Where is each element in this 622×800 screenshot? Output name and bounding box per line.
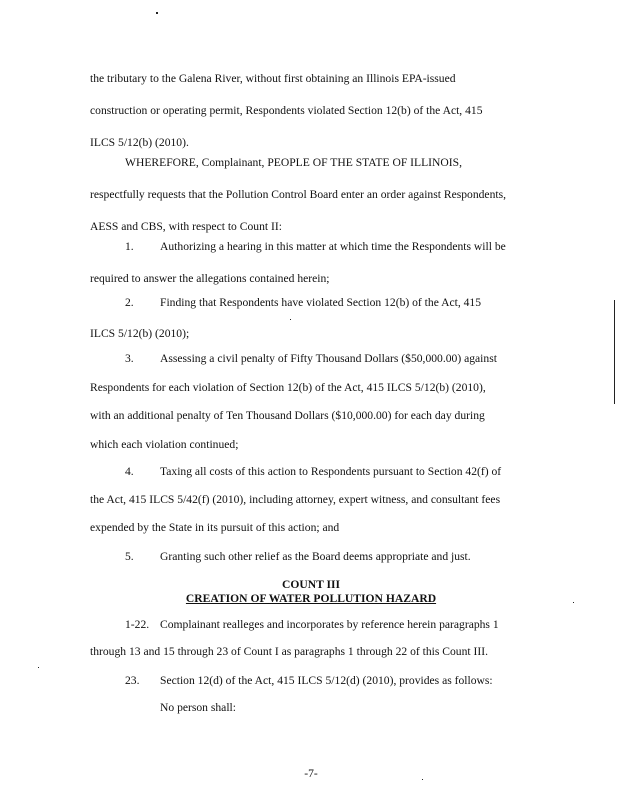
body-line: ILCS 5/12(b) (2010). [90, 136, 189, 149]
item-text: with an additional penalty of Ten Thousand Dollars ($10,000.00) for each day during [90, 409, 485, 422]
paragraph-text: through 13 and 15 through 23 of Count I as paragraphs 1 through 22 of this Count III. [90, 645, 488, 658]
item-text: which each violation continued; [90, 438, 239, 451]
scan-speck [290, 319, 291, 320]
item-number: 3. [125, 352, 134, 365]
scan-speck [156, 12, 158, 14]
paragraph-number: 1-22. [125, 618, 150, 631]
wherefore-line: WHEREFORE, Complainant, PEOPLE OF THE STATE OF ILLINOIS, [125, 156, 462, 169]
paragraph-text: Section 12(d) of the Act, 415 ILCS 5/12(d) (2010), provides as follows: [160, 674, 493, 687]
item-text: required to answer the allegations contained herein; [90, 272, 330, 285]
item-number: 1. [125, 240, 134, 253]
item-text: Assessing a civil penalty of Fifty Thousand Dollars ($50,000.00) against [160, 352, 497, 365]
count-title: COUNT III [281, 578, 341, 591]
body-line: the tributary to the Galena River, without first obtaining an Illinois EPA-issued [90, 72, 456, 85]
count-subtitle: CREATION OF WATER POLLUTION HAZARD [185, 592, 437, 605]
scan-speck [422, 779, 423, 780]
item-text: expended by the State in its pursuit of this action; and [90, 521, 340, 534]
wherefore-line: respectfully requests that the Pollution Control Board enter an order against Respondents, [90, 188, 506, 201]
item-text: Authorizing a hearing in this matter at which time the Respondents will be [160, 240, 506, 253]
item-text: Finding that Respondents have violated Section 12(b) of the Act, 415 [160, 296, 482, 309]
scan-edge-mark [614, 300, 615, 404]
body-line: construction or operating permit, Respondents violated Section 12(b) of the Act, 415 [90, 104, 483, 117]
paragraph-text: Complainant realleges and incorporates by reference herein paragraphs 1 [160, 618, 499, 631]
scan-speck [573, 602, 574, 603]
item-text: Taxing all costs of this action to Respondents pursuant to Section 42(f) of [160, 465, 502, 478]
item-number: 5. [125, 550, 134, 563]
item-text: Respondents for each violation of Section 12(b) of the Act, 415 ILCS 5/12(b) (2010), [90, 381, 486, 394]
wherefore-line: AESS and CBS, with respect to Count II: [90, 220, 282, 233]
item-text: the Act, 415 ILCS 5/42(f) (2010), including attorney, expert witness, and consultant fees [90, 493, 501, 506]
paragraph-number: 23. [125, 674, 140, 687]
item-text: ILCS 5/12(b) (2010); [90, 327, 190, 340]
scan-speck [38, 667, 39, 668]
item-number: 2. [125, 296, 134, 309]
item-text: Granting such other relief as the Board deems appropriate and just. [160, 550, 471, 563]
item-number: 4. [125, 465, 134, 478]
page-number: -7- [304, 767, 318, 780]
quote-text: No person shall: [160, 701, 236, 714]
